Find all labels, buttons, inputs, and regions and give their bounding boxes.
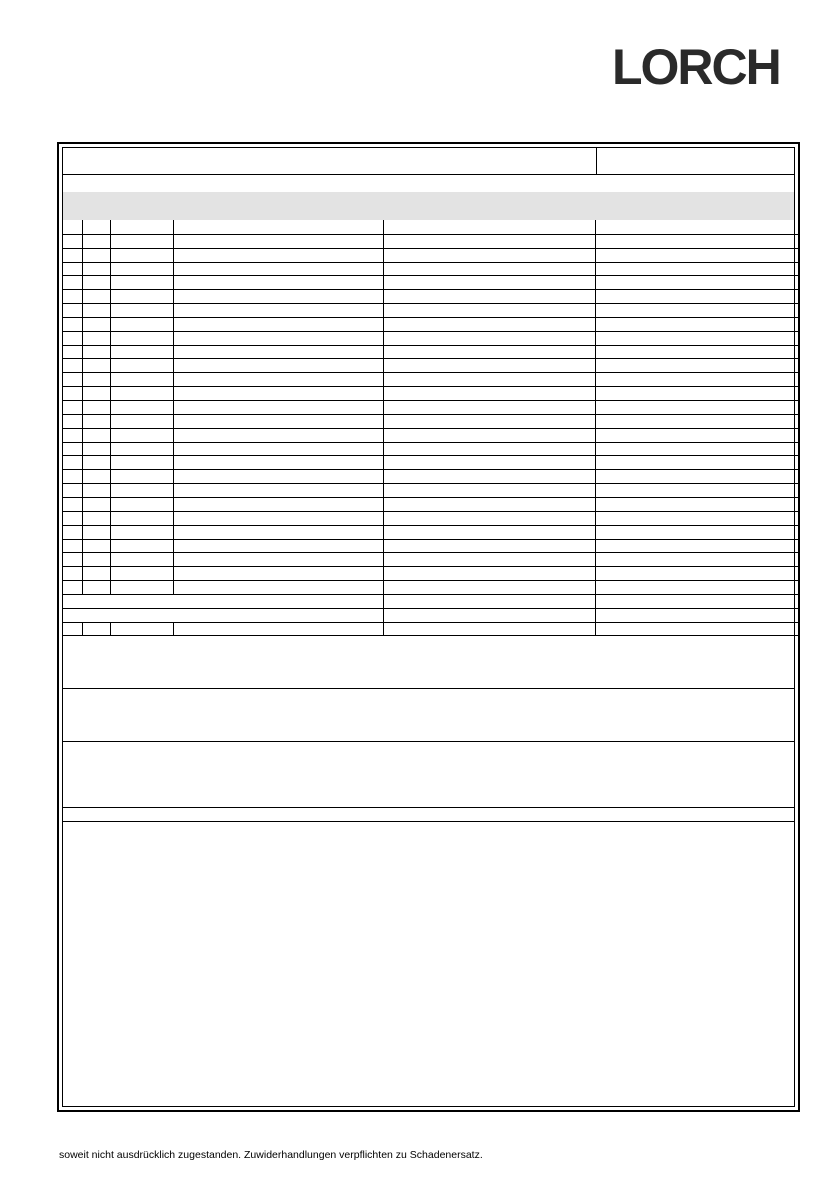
table-cell [63,608,384,622]
table-cell [83,317,111,331]
table-cell [111,580,174,594]
table-cell [174,428,384,442]
table-cell [174,345,384,359]
table-cell [111,262,174,276]
table-cell [63,386,83,400]
table-cell [63,566,83,580]
table-cell [174,303,384,317]
table-cell [174,234,384,248]
table-row [63,275,800,290]
table-row [63,359,800,374]
table-cell [174,539,384,553]
table-cell [384,359,596,373]
table-cell [174,483,384,497]
table-cell [111,552,174,566]
table-cell [111,539,174,553]
table-cell [83,539,111,553]
table-row [63,497,800,512]
table-cell [174,525,384,539]
table-row [63,442,800,457]
table-cell [174,469,384,483]
title-divider [596,148,597,174]
table-cell [174,386,384,400]
table-cell [63,511,83,525]
form-inner [59,147,795,1160]
table-cell [63,414,83,428]
section-a [63,688,794,742]
table-cell [111,289,174,303]
notice-section [59,634,794,1160]
table-cell [111,511,174,525]
table-cell [83,428,111,442]
table-cell [63,525,83,539]
table-cell [83,289,111,303]
table-cell [174,331,384,345]
table-cell [384,345,596,359]
table-cell [63,289,83,303]
table-cell [384,566,596,580]
table-cell [174,497,384,511]
svg-text:LORCH: LORCH [612,40,780,92]
table-cell [384,248,596,262]
table-row [63,303,800,318]
table-cell [63,483,83,497]
table-row [63,331,800,346]
table-cell [111,386,174,400]
table-cell [174,359,384,373]
table-cell [83,455,111,469]
table-cell [83,220,111,234]
table-cell [111,442,174,456]
table-cell [384,594,596,608]
table-cell [384,455,596,469]
table-cell [111,525,174,539]
form-frame [57,142,800,1160]
table-cell [174,248,384,262]
table-cell [384,525,596,539]
table-cell [384,400,596,414]
subtitle-row [63,174,794,193]
table-cell [174,414,384,428]
table-row [63,372,800,387]
table-row [63,539,800,554]
table-cell [83,248,111,262]
table-cell [384,469,596,483]
table-cell [83,442,111,456]
table-cell [63,303,83,317]
table-cell [174,317,384,331]
table-row [63,248,800,263]
table-cell [83,483,111,497]
table-cell [63,497,83,511]
table-cell [384,386,596,400]
table-cell [83,275,111,289]
section-d [63,822,794,1106]
table-cell [63,359,83,373]
table-cell [63,442,83,456]
table-row [63,317,800,332]
table-cell [63,469,83,483]
table-header-band [63,192,794,220]
table-cell [111,234,174,248]
table-cell [384,483,596,497]
table-cell [111,414,174,428]
table-cell [83,414,111,428]
table-cell [384,539,596,553]
table-cell [111,331,174,345]
table-row [63,400,800,415]
table-cell [63,234,83,248]
table-cell [384,580,596,594]
table-row [63,552,800,567]
table-cell [384,372,596,386]
table-cell [174,220,384,234]
table-cell [83,359,111,373]
table-cell [83,525,111,539]
table-row [63,386,800,401]
table-cell [83,400,111,414]
table-cell [83,262,111,276]
table-row [63,455,800,470]
table-cell [83,566,111,580]
table-cell [384,289,596,303]
table-cell [111,275,174,289]
table-cell [63,428,83,442]
table-cell [83,234,111,248]
table-cell [83,372,111,386]
table-cell [111,400,174,414]
table-cell [111,469,174,483]
table-cell [63,331,83,345]
lorch-logo [612,40,804,92]
table-cell [384,511,596,525]
table-cell [384,497,596,511]
table-cell [174,372,384,386]
table-row [63,262,800,277]
table-cell [384,428,596,442]
table-cell [174,511,384,525]
table-row [63,414,800,429]
section-b [63,741,794,808]
table-cell [111,303,174,317]
table-row [63,511,800,526]
table-cell [83,345,111,359]
table-cell [111,497,174,511]
table-cell [384,552,596,566]
table-cell [63,262,83,276]
table-row [63,289,800,304]
table-cell [174,566,384,580]
table-cell [83,580,111,594]
table-cell [83,386,111,400]
table-cell [384,220,596,234]
table-cell [111,372,174,386]
table-cell [83,511,111,525]
table-row [63,428,800,443]
table-cell [174,552,384,566]
table-cell [174,400,384,414]
table-cell [111,455,174,469]
table-cell [63,275,83,289]
table-cell [384,331,596,345]
table-cell [63,220,83,234]
table-cell [384,608,596,622]
notice-text: soweit nicht ausdrücklich zugestanden. Zuwiderhandlungen verpflichten zu Schadenersatz. [59,1149,483,1160]
table-cell [63,539,83,553]
table-cell [384,275,596,289]
table-cell [63,400,83,414]
table-cell [63,580,83,594]
table-cell [63,455,83,469]
table-row [63,566,800,581]
table-row-merged [63,608,800,623]
table-row [63,469,800,484]
table-cell [83,469,111,483]
table-cell [63,372,83,386]
table-row-merged [63,594,800,609]
table-cell [63,345,83,359]
table-cell [384,442,596,456]
table-row [63,345,800,360]
table-cell [384,234,596,248]
table-cell [111,566,174,580]
table-cell [384,303,596,317]
table-row [63,483,800,498]
table-cell [111,317,174,331]
table-cell [174,442,384,456]
table-cell [174,262,384,276]
table-cell [83,331,111,345]
table-cell [63,594,384,608]
table-cell [174,289,384,303]
table-row [63,220,800,235]
table-row [63,525,800,540]
table-cell [384,317,596,331]
table-cell [111,345,174,359]
table-cell [384,414,596,428]
table-cell [384,262,596,276]
table-cell [111,220,174,234]
table-cell [83,303,111,317]
section-c [63,807,794,822]
table-cell [111,359,174,373]
table-cell [174,580,384,594]
table-cell [174,455,384,469]
table-cell [174,275,384,289]
table-cell [63,248,83,262]
table-cell [111,428,174,442]
table-cell [111,483,174,497]
title-row [63,148,794,175]
table-cell [63,552,83,566]
table-cell [83,552,111,566]
table-cell [63,317,83,331]
table-row [63,580,800,595]
table-cell [111,248,174,262]
table-cell [83,497,111,511]
table-row [63,234,800,249]
